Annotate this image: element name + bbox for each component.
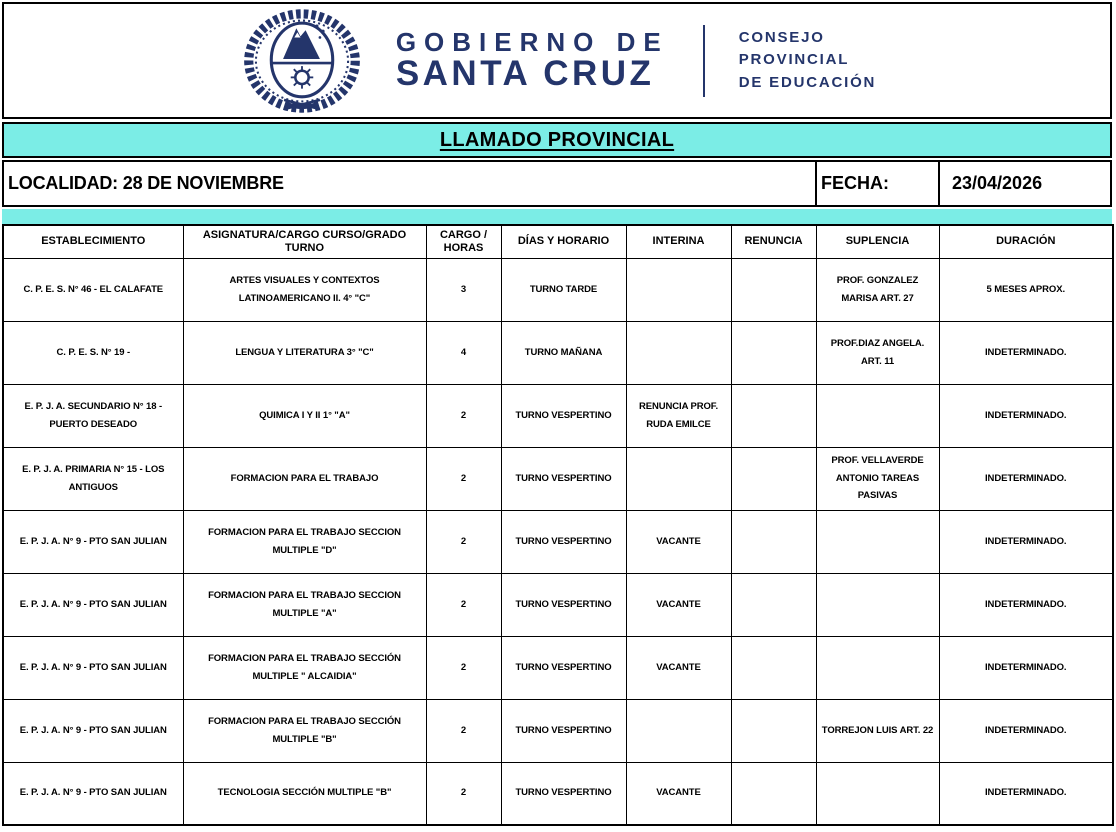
table-row (3, 636, 1113, 699)
column-header: SUPLENCIA (816, 225, 939, 258)
table-cell: INDETERMINADO. (939, 573, 1113, 636)
brand-santa-cruz: SANTA CRUZ (395, 54, 655, 94)
org-line-1: CONSEJO (738, 28, 825, 46)
table-cell: 2 (426, 636, 501, 699)
table-cell: TORREJON LUIS ART. 22 (816, 699, 939, 762)
table-cell: INDETERMINADO. (939, 510, 1113, 573)
table-cell: 2 (426, 384, 501, 447)
table-row (3, 384, 1113, 447)
separator-band (2, 209, 1112, 224)
brand-divider (703, 25, 705, 97)
table-cell: PROF. GONZALEZ MARISA ART. 27 (816, 258, 939, 321)
table-cell (731, 510, 816, 573)
table-cell: TURNO VESPERTINO (501, 699, 626, 762)
table-cell: FORMACION PARA EL TRABAJO SECCION MULTIPLE "D" (183, 510, 426, 573)
table-cell: TURNO VESPERTINO (501, 510, 626, 573)
table-cell (731, 258, 816, 321)
column-header: DÍAS Y HORARIO (501, 225, 626, 258)
info-row (2, 160, 1112, 207)
table-cell: E. P. J. A. SECUNDARIO N° 18 - PUERTO DESEADO (3, 384, 183, 447)
table-row (3, 258, 1113, 321)
table-row (3, 762, 1113, 825)
table-cell: 4 (426, 321, 501, 384)
table-cell (816, 636, 939, 699)
table-cell: FORMACION PARA EL TRABAJO SECCIÓN MULTIPLE "B" (183, 699, 426, 762)
table-cell: FORMACION PARA EL TRABAJO SECCION MULTIPLE "A" (183, 573, 426, 636)
table-cell: 2 (426, 573, 501, 636)
table-cell: E. P. J. A. N° 9 - PTO SAN JULIAN (3, 762, 183, 825)
org-name (739, 27, 876, 95)
table-cell: E. P. J. A. N° 9 - PTO SAN JULIAN (3, 573, 183, 636)
table-row (3, 699, 1113, 762)
table-cell: LENGUA Y LITERATURA 3° "C" (183, 321, 426, 384)
table-row (3, 447, 1113, 510)
table-cell: C. P. E. S. N° 19 - (3, 321, 183, 384)
table-header (3, 225, 1113, 258)
table-row (3, 510, 1113, 573)
table-body (3, 258, 1113, 825)
table-cell (626, 321, 731, 384)
table-cell: 5 MESES APROX. (939, 258, 1113, 321)
table-cell: PROF.DIAZ ANGELA. ART. 11 (816, 321, 939, 384)
table-cell: E. P. J. A. PRIMARIA N° 15 - LOS ANTIGUOS (3, 447, 183, 510)
column-header: INTERINA (626, 225, 731, 258)
table-cell: E. P. J. A. N° 9 - PTO SAN JULIAN (3, 699, 183, 762)
table-cell: VACANTE (626, 636, 731, 699)
table-cell: FORMACION PARA EL TRABAJO SECCIÓN MULTIPLE " ALCAIDIA" (183, 636, 426, 699)
table-cell: INDETERMINADO. (939, 384, 1113, 447)
column-header: ESTABLECIMIENTO (3, 225, 183, 258)
table-cell (816, 573, 939, 636)
table-cell (626, 447, 731, 510)
fecha-value: 23/04/2026 (938, 162, 1110, 205)
table-row (3, 321, 1113, 384)
table-cell: INDETERMINADO. (939, 699, 1113, 762)
table-cell (731, 573, 816, 636)
government-brand (396, 28, 669, 93)
table-cell: E. P. J. A. N° 9 - PTO SAN JULIAN (3, 510, 183, 573)
table-cell (731, 636, 816, 699)
column-header: ASIGNATURA/CARGO CURSO/GRADO TURNO (183, 225, 426, 258)
table-cell: INDETERMINADO. (939, 636, 1113, 699)
positions-table (2, 224, 1114, 826)
title-band (2, 122, 1112, 158)
table-cell (816, 510, 939, 573)
table-cell (731, 447, 816, 510)
table-cell: 3 (426, 258, 501, 321)
table-cell: INDETERMINADO. (939, 447, 1113, 510)
table-cell: TURNO TARDE (501, 258, 626, 321)
table-cell (626, 258, 731, 321)
table-cell: TURNO VESPERTINO (501, 573, 626, 636)
table-cell: INDETERMINADO. (939, 321, 1113, 384)
table-cell: TURNO VESPERTINO (501, 384, 626, 447)
column-header: RENUNCIA (731, 225, 816, 258)
table-cell: ARTES VISUALES Y CONTEXTOS LATINOAMERICANO II. 4° "C" (183, 258, 426, 321)
table-cell: RENUNCIA PROF. RUDA EMILCE (626, 384, 731, 447)
table-row (3, 573, 1113, 636)
column-header: CARGO / HORAS (426, 225, 501, 258)
org-line-3: DE EDUCACIÓN (738, 73, 877, 91)
localidad-label: LOCALIDAD: 28 DE NOVIEMBRE (8, 173, 284, 193)
table-cell: 2 (426, 447, 501, 510)
table-cell (731, 699, 816, 762)
table-cell: QUIMICA I Y II 1° "A" (183, 384, 426, 447)
fecha-label: FECHA: (815, 162, 938, 205)
table-cell: C. P. E. S. N° 46 - EL CALAFATE (3, 258, 183, 321)
table-cell: TURNO MAÑANA (501, 321, 626, 384)
table-cell: VACANTE (626, 762, 731, 825)
brand-gobierno-de: GOBIERNO DE (395, 26, 669, 57)
document-page (2, 2, 1112, 826)
table-cell: FORMACION PARA EL TRABAJO (183, 447, 426, 510)
table-cell: TURNO VESPERTINO (501, 762, 626, 825)
table-cell (816, 762, 939, 825)
table-cell: VACANTE (626, 510, 731, 573)
table-cell: TURNO VESPERTINO (501, 636, 626, 699)
table-cell (731, 384, 816, 447)
table-cell: 2 (426, 510, 501, 573)
table-cell: E. P. J. A. N° 9 - PTO SAN JULIAN (3, 636, 183, 699)
table-cell: INDETERMINADO. (939, 762, 1113, 825)
table-header-row (3, 225, 1113, 258)
table-cell (731, 321, 816, 384)
santa-cruz-coat-of-arms-icon (238, 8, 366, 114)
table-cell (816, 384, 939, 447)
table-cell: PROF. VELLAVERDE ANTONIO TAREAS PASIVAS (816, 447, 939, 510)
letterhead (2, 2, 1112, 119)
table-cell: TECNOLOGIA SECCIÓN MULTIPLE "B" (183, 762, 426, 825)
table-cell (731, 762, 816, 825)
table-cell: VACANTE (626, 573, 731, 636)
table-cell: 2 (426, 699, 501, 762)
column-header: DURACIÓN (939, 225, 1113, 258)
org-line-2: PROVINCIAL (738, 51, 850, 69)
table-cell (626, 699, 731, 762)
page-title: LLAMADO PROVINCIAL (439, 128, 675, 151)
table-cell: 2 (426, 762, 501, 825)
table-cell: TURNO VESPERTINO (501, 447, 626, 510)
